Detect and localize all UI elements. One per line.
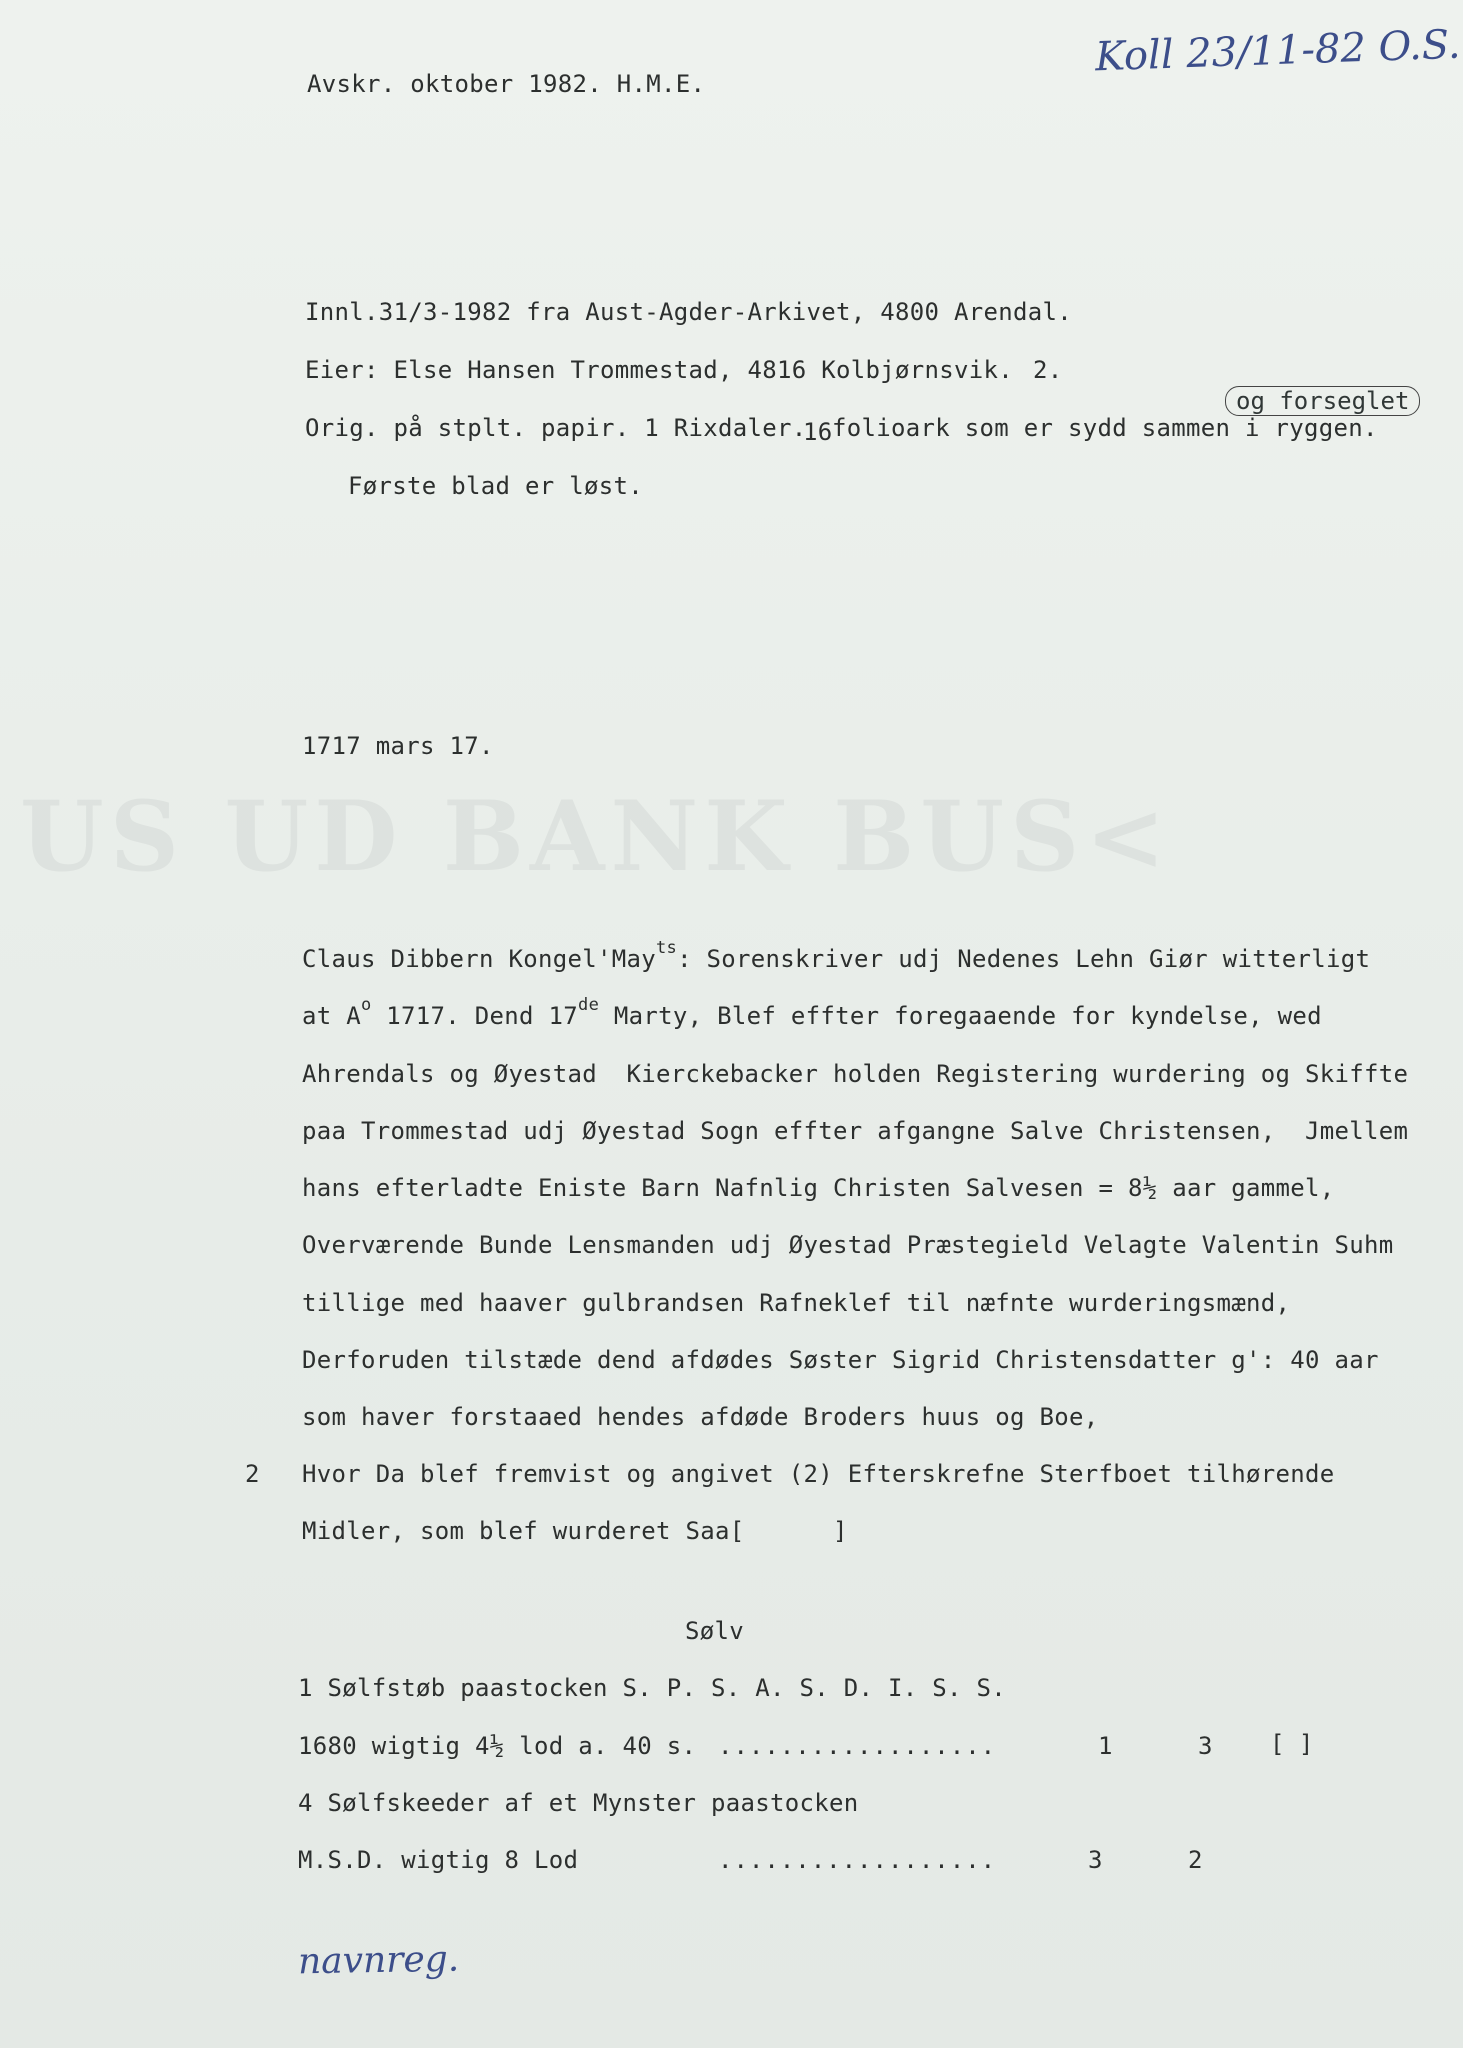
value-ort: 3: [1198, 1732, 1213, 1760]
owner-number: 2.: [1033, 356, 1063, 384]
body-line-11: Midler, som blef wurderet Saa[ ]: [302, 1517, 848, 1545]
original-count: 16: [803, 418, 833, 446]
received-line: Innl.31/3-1982 fra Aust-Agder-Arkivet, 4800 Arendal.: [305, 298, 1072, 326]
body-line-6: Overværende Bunde Lensmanden udj Øyestad Præstegield Velagte Valentin Suhm: [302, 1231, 1394, 1259]
body-line-5: hans efterladte Eniste Barn Nafnlig Christen Salvesen = 8½ aar gammel,: [302, 1174, 1335, 1202]
body-line-3: Ahrendals og Øyestad Kierckebacker holden Registering wurdering og Skiffte: [302, 1060, 1409, 1088]
body-line-7: tillige med haaver gulbrandsen Rafneklef til næfnte wurderingsmænd,: [302, 1289, 1291, 1317]
item-description: 1 Sølfstøb paastocken S. P. S. A. S. D. I. S. S.: [298, 1674, 1006, 1702]
leader-dots: ..................: [718, 1846, 997, 1874]
handwritten-control-note: Koll 23/11-82 O.S.: [1094, 21, 1462, 81]
value-daler: 1: [1098, 1732, 1113, 1760]
handwritten-register-note: navnreg.: [297, 1938, 460, 1983]
leader-dots: ..................: [718, 1732, 997, 1760]
item-weight: M.S.D. wigtig 8 Lod: [298, 1846, 579, 1874]
original-line-b: folioark som er sydd sammen i ryggen.: [832, 414, 1378, 442]
document-date: 1717 mars 17.: [302, 732, 494, 760]
first-leaf-note: Første blad er løst.: [348, 472, 643, 500]
value-skilling: [ ]: [1270, 1730, 1314, 1758]
body-line-4: paa Trommestad udj Øyestad Sogn effter afgangne Salve Christensen, Jmellem: [302, 1117, 1409, 1145]
owner-line: Eier: Else Hansen Trommestad, 4816 Kolbjørnsvik.: [305, 356, 1013, 384]
body-line-2: at $A^o$ 1717. Dend 17de Marty, Blef effter foregaaende for kyndelse, wed: [302, 995, 1322, 1030]
item-description: 4 Sølfskeeder af et Mynster paastocken: [298, 1789, 859, 1817]
inventory-heading: Sølv: [685, 1617, 744, 1645]
body-line-1: Claus Dibbern Kongel'May$^{ts}$: Sorenskriver udj Nedenes Lehn Giør witterligt: [302, 938, 1371, 973]
body-line-9: som haver forstaaed hendes afdøde Broders huus og Boe,: [302, 1403, 1099, 1431]
value-ort: 2: [1188, 1846, 1203, 1874]
value-daler: 3: [1088, 1846, 1103, 1874]
body-line-10: Hvor Da blef fremvist og angivet (2) Efterskrefne Sterfboet tilhørende: [302, 1460, 1335, 1488]
page-marker: 2: [245, 1460, 260, 1488]
handwritten-insert: og forseglet: [1225, 386, 1420, 416]
transcription-note: Avskr. oktober 1982. H.M.E.: [307, 70, 706, 98]
original-line-a: Orig. på stplt. papir. 1 Rixdaler.: [305, 414, 807, 442]
item-weight: 1680 wigtig 4½ lod a. 40 s.: [298, 1732, 697, 1760]
bleed-through-text: US UD BANK BUS<: [20, 780, 1172, 893]
body-line-8: Derforuden tilstæde dend afdødes Søster Sigrid Christensdatter g': 40 aar: [302, 1346, 1379, 1374]
